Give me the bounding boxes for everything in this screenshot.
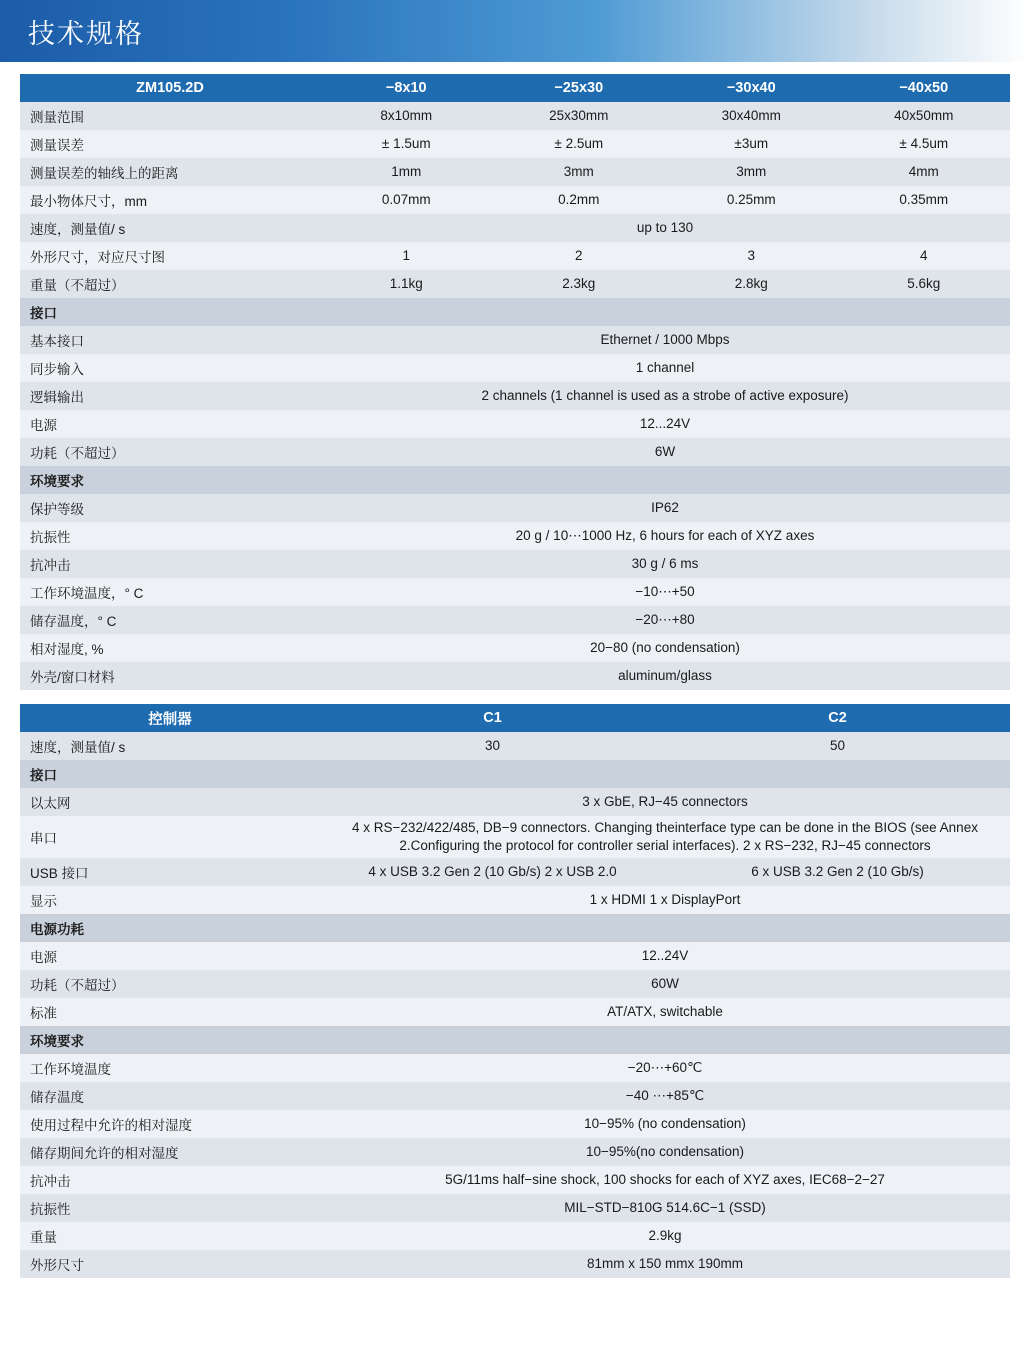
table-row [20, 1138, 1010, 1166]
table-row [20, 788, 1010, 816]
page-banner [0, 0, 1030, 62]
row-value: 2.3kg [493, 270, 666, 298]
table-row [20, 494, 1010, 522]
row-label: 工作环境温度 [20, 1054, 320, 1082]
table-row [20, 214, 1010, 242]
table-row [20, 270, 1010, 298]
row-label: 速度，测量值/ s [20, 732, 320, 760]
row-value: 50 [665, 732, 1010, 760]
row-value: aluminum/glass [320, 662, 1010, 690]
row-value: MIL−STD−810G 514.6C−1 (SSD) [320, 1194, 1010, 1222]
row-value: 0.07mm [320, 186, 493, 214]
row-value: 8x10mm [320, 102, 493, 130]
row-label: 以太网 [20, 788, 320, 816]
row-label: 重量（不超过） [20, 270, 320, 298]
row-label: 保护等级 [20, 494, 320, 522]
table-row [20, 1110, 1010, 1138]
row-value: Ethernet / 1000 Mbps [320, 326, 1010, 354]
row-value: ± 2.5um [493, 130, 666, 158]
row-value: 0.2mm [493, 186, 666, 214]
row-value: 30 [320, 732, 665, 760]
column-header: ZM105.2D [20, 74, 320, 102]
table-header-row [20, 704, 1010, 732]
table-row [20, 760, 1010, 788]
table-row [20, 466, 1010, 494]
row-value: 30x40mm [665, 102, 838, 130]
row-label: 工作环境温度，° C [20, 578, 320, 606]
table-row [20, 1250, 1010, 1278]
section-label: 电源功耗 [20, 914, 320, 942]
row-label: 逻辑输出 [20, 382, 320, 410]
section-label: 接口 [20, 760, 320, 788]
row-label: 串口 [20, 816, 320, 858]
table-row [20, 410, 1010, 438]
table-row [20, 550, 1010, 578]
row-value: 4 x RS−232/422/485, DB−9 connectors. Changing theinterface type can be done in the BIOS (see Annex 2.Configuring the protocol for controller serial interfaces). 2 x RS−232, RJ−45 connectors [320, 816, 1010, 858]
row-label: 储存温度，° C [20, 606, 320, 634]
row-value: ± 1.5um [320, 130, 493, 158]
row-value: 1mm [320, 158, 493, 186]
row-label: 重量 [20, 1222, 320, 1250]
sensor-spec-table [20, 74, 1010, 690]
table-row [20, 242, 1010, 270]
row-value: AT/ATX, switchable [320, 998, 1010, 1026]
table-row [20, 606, 1010, 634]
row-label: 抗振性 [20, 1194, 320, 1222]
section-blank [320, 298, 1010, 326]
row-value: 30 g / 6 ms [320, 550, 1010, 578]
row-value: 1 channel [320, 354, 1010, 382]
table-row [20, 914, 1010, 942]
column-header: −8x10 [320, 74, 493, 102]
table-row [20, 382, 1010, 410]
section-label: 环境要求 [20, 466, 320, 494]
column-header: −40x50 [838, 74, 1011, 102]
table-row [20, 970, 1010, 998]
row-label: 电源 [20, 410, 320, 438]
row-value: 6 x USB 3.2 Gen 2 (10 Gb/s) [665, 858, 1010, 886]
section-label: 接口 [20, 298, 320, 326]
section-blank [320, 760, 1010, 788]
table-row [20, 354, 1010, 382]
row-label: 测量误差的轴线上的距离 [20, 158, 320, 186]
table-row [20, 438, 1010, 466]
row-value: 3mm [665, 158, 838, 186]
row-label: 功耗（不超过） [20, 970, 320, 998]
row-value: IP62 [320, 494, 1010, 522]
table-row [20, 578, 1010, 606]
row-value: −20⋯+60℃ [320, 1054, 1010, 1082]
row-value: 0.25mm [665, 186, 838, 214]
row-label: 速度，测量值/ s [20, 214, 320, 242]
row-value: 10−95% (no condensation) [320, 1110, 1010, 1138]
row-value: 2 [493, 242, 666, 270]
row-value: 2.9kg [320, 1222, 1010, 1250]
table-header-row [20, 74, 1010, 102]
row-value: −10⋯+50 [320, 578, 1010, 606]
table-row [20, 816, 1010, 858]
row-value: 3 [665, 242, 838, 270]
row-value: 12..24V [320, 942, 1010, 970]
row-value: 1.1kg [320, 270, 493, 298]
row-label: 外形尺寸，对应尺寸图 [20, 242, 320, 270]
row-value: ± 4.5um [838, 130, 1011, 158]
row-value: 0.35mm [838, 186, 1011, 214]
table-row [20, 1194, 1010, 1222]
table-spacer [20, 690, 1010, 704]
row-label: 标准 [20, 998, 320, 1026]
row-value: 40x50mm [838, 102, 1011, 130]
table-row [20, 858, 1010, 886]
table-row [20, 998, 1010, 1026]
row-label: 使用过程中允许的相对湿度 [20, 1110, 320, 1138]
row-value: 6W [320, 438, 1010, 466]
table-row [20, 186, 1010, 214]
row-label: USB 接口 [20, 858, 320, 886]
row-value: 2 channels (1 channel is used as a strobe of active exposure) [320, 382, 1010, 410]
column-header: −30x40 [665, 74, 838, 102]
row-label: 抗冲击 [20, 1166, 320, 1194]
row-label: 功耗（不超过） [20, 438, 320, 466]
table-row [20, 326, 1010, 354]
row-label: 测量误差 [20, 130, 320, 158]
row-label: 同步输入 [20, 354, 320, 382]
row-value: 20−80 (no condensation) [320, 634, 1010, 662]
table-row [20, 942, 1010, 970]
table-row [20, 130, 1010, 158]
section-blank [320, 1026, 1010, 1054]
table-row [20, 1166, 1010, 1194]
row-label: 抗振性 [20, 522, 320, 550]
table-row [20, 1222, 1010, 1250]
row-value: 60W [320, 970, 1010, 998]
table-row [20, 522, 1010, 550]
row-label: 基本接口 [20, 326, 320, 354]
row-label: 抗冲击 [20, 550, 320, 578]
controller-spec-table [20, 704, 1010, 1278]
row-value: 5G/11ms half−sine shock, 100 shocks for each of XYZ axes, IEC68−2−27 [320, 1166, 1010, 1194]
row-label: 测量范围 [20, 102, 320, 130]
row-label: 相对湿度, % [20, 634, 320, 662]
row-label: 显示 [20, 886, 320, 914]
table-row [20, 634, 1010, 662]
table-row [20, 158, 1010, 186]
row-value: 25x30mm [493, 102, 666, 130]
row-value: 1 [320, 242, 493, 270]
row-value: 2.8kg [665, 270, 838, 298]
table-row [20, 1082, 1010, 1110]
row-label: 外壳/窗口材料 [20, 662, 320, 690]
row-value: up to 130 [320, 214, 1010, 242]
row-value: 3mm [493, 158, 666, 186]
column-header: 控制器 [20, 704, 320, 732]
row-value: 10−95%(no condensation) [320, 1138, 1010, 1166]
row-value: 4 x USB 3.2 Gen 2 (10 Gb/s) 2 x USB 2.0 [320, 858, 665, 886]
row-value: 3 x GbE, RJ−45 connectors [320, 788, 1010, 816]
table-row [20, 886, 1010, 914]
row-value: 12...24V [320, 410, 1010, 438]
row-label: 储存温度 [20, 1082, 320, 1110]
row-value: −20⋯+80 [320, 606, 1010, 634]
row-value: 20 g / 10⋯1000 Hz, 6 hours for each of XYZ axes [320, 522, 1010, 550]
section-blank [320, 466, 1010, 494]
page-title: 技术规格 [28, 18, 144, 49]
table-row [20, 732, 1010, 760]
section-label: 环境要求 [20, 1026, 320, 1054]
table-row [20, 298, 1010, 326]
row-value: 4 [838, 242, 1011, 270]
column-header: C1 [320, 704, 665, 732]
table-row [20, 1026, 1010, 1054]
row-value: 81mm x 150 mmx 190mm [320, 1250, 1010, 1278]
row-value: ±3um [665, 130, 838, 158]
row-label: 电源 [20, 942, 320, 970]
table-row [20, 102, 1010, 130]
row-value: 4mm [838, 158, 1011, 186]
table-row [20, 1054, 1010, 1082]
section-blank [320, 914, 1010, 942]
row-label: 储存期间允许的相对湿度 [20, 1138, 320, 1166]
row-value: 1 x HDMI 1 x DisplayPort [320, 886, 1010, 914]
row-value: −40 ⋯+85℃ [320, 1082, 1010, 1110]
table-row [20, 662, 1010, 690]
row-label: 最小物体尺寸，mm [20, 186, 320, 214]
row-label: 外形尺寸 [20, 1250, 320, 1278]
row-value: 5.6kg [838, 270, 1011, 298]
column-header: C2 [665, 704, 1010, 732]
column-header: −25x30 [493, 74, 666, 102]
